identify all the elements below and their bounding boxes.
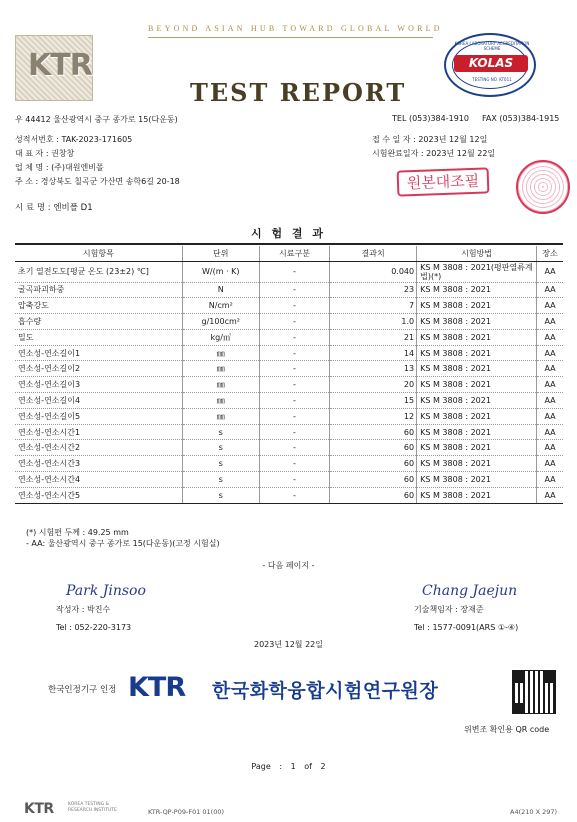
result-value: 21 <box>330 329 417 345</box>
footer-institute-line2: RESEARCH INSTITUTE <box>68 808 117 813</box>
receipt-date-row <box>372 134 487 145</box>
verification-qr-code[interactable] <box>512 670 556 714</box>
results-header-row <box>15 246 563 261</box>
result-method: KS M 3808 : 2021 <box>417 361 537 377</box>
result-value: 23 <box>330 282 417 298</box>
result-row <box>15 345 563 361</box>
issuer-tel: TEL (053)384-1910 <box>392 114 469 123</box>
result-method: KS M 3808 : 2021 <box>417 298 537 314</box>
result-place: AA <box>537 487 563 503</box>
kolas-number: TESTING NO. KT011 <box>472 77 512 82</box>
paper-size: A4(210 X 297) <box>510 808 558 816</box>
result-row <box>15 298 563 314</box>
result-row <box>15 377 563 393</box>
result-method: KS M 3808 : 2021 <box>417 408 537 424</box>
company-value: (주)대원엔비폴 <box>51 163 104 172</box>
report-number-value: TAK-2023-171605 <box>61 135 133 144</box>
result-value: 60 <box>330 472 417 488</box>
result-method: KS M 3808 : 2021 <box>417 345 537 361</box>
result-item: 연소성-연소시간1 <box>15 424 182 440</box>
result-sample-class: - <box>259 314 329 330</box>
col-header-result: 결과치 <box>330 246 417 261</box>
receipt-date-label: 접 수 일 자 : <box>372 135 416 144</box>
result-item: 연소성-연소시간4 <box>15 472 182 488</box>
issuer-address: 우 44412 울산광역시 중구 종가로 15(다운동) <box>15 115 178 124</box>
representative-row <box>15 148 74 159</box>
result-method: KS M 3808 : 2021 <box>417 329 537 345</box>
receipt-date-value: 2023년 12월 12일 <box>418 135 488 144</box>
report-tagline: BEYOND ASIAN HUB TOWARD GLOBAL WORLD <box>148 24 443 33</box>
result-unit: s <box>182 440 259 456</box>
tagline-divider <box>148 37 433 38</box>
result-sample-class: - <box>259 393 329 409</box>
sample-row <box>15 201 93 213</box>
result-item: 연소성-연소길이1 <box>15 345 182 361</box>
result-place: AA <box>537 261 563 282</box>
company-label: 업 체 명 : <box>15 163 49 172</box>
kolas-ring-text: KOREA LABORATORY ACCREDITATION SCHEME <box>454 41 530 51</box>
result-row <box>15 472 563 488</box>
result-value: 7 <box>330 298 417 314</box>
result-item: 굴곡파괴하중 <box>15 282 182 298</box>
result-value: 60 <box>330 487 417 503</box>
result-value: 13 <box>330 361 417 377</box>
institute-name: 한국화학융합시험연구원장 <box>212 680 439 702</box>
result-item: 연소성-연소길이4 <box>15 393 182 409</box>
col-header-unit: 단위 <box>182 246 259 261</box>
writer-name: 작성자 : 박진수 <box>56 605 111 614</box>
company-row <box>15 162 104 173</box>
company-address-label: 주 소 : <box>15 177 39 186</box>
original-verified-stamp: 원본대조필 <box>397 167 490 196</box>
result-value: 20 <box>330 377 417 393</box>
result-method: KS M 3808 : 2021 <box>417 282 537 298</box>
completion-date-row <box>372 148 495 159</box>
col-header-sample-class: 시료구분 <box>259 246 329 261</box>
sample-value: 엔비폴 D1 <box>53 203 93 213</box>
qr-caption: 위변조 확인용 QR code <box>464 725 550 734</box>
result-item: 초기 열전도도[평균 온도 (23±2) ℃] <box>15 261 182 282</box>
result-place: AA <box>537 361 563 377</box>
result-sample-class: - <box>259 377 329 393</box>
note-thickness: (*) 시험편 두께 : 49.25 mm <box>26 528 129 537</box>
result-place: AA <box>537 345 563 361</box>
result-value: 14 <box>330 345 417 361</box>
result-unit: s <box>182 472 259 488</box>
result-place: AA <box>537 456 563 472</box>
sample-label: 시 료 명 : <box>15 203 51 213</box>
result-unit: N <box>182 282 259 298</box>
result-item: 흡수량 <box>15 314 182 330</box>
result-sample-class: - <box>259 456 329 472</box>
result-value: 0.040 <box>330 261 417 282</box>
result-sample-class: - <box>259 472 329 488</box>
result-method: KS M 3808 : 2021 <box>417 440 537 456</box>
result-unit: g/100cm² <box>182 314 259 330</box>
result-method: KS M 3808 : 2021 <box>417 487 537 503</box>
result-unit: ㎜ <box>182 345 259 361</box>
result-row <box>15 487 563 503</box>
issue-date: 2023년 12월 22일 <box>254 640 323 649</box>
result-method: KS M 3808 : 2021 <box>417 377 537 393</box>
result-value: 1.0 <box>330 314 417 330</box>
col-header-item: 시험항목 <box>15 246 182 261</box>
result-sample-class: - <box>259 261 329 282</box>
result-method: KS M 3808 : 2021 <box>417 314 537 330</box>
result-sample-class: - <box>259 345 329 361</box>
kolas-label: KOLAS <box>454 55 528 72</box>
report-title: TEST REPORT <box>190 78 407 107</box>
manager-tel: Tel : 1577-0091(ARS ①-④) <box>414 623 519 632</box>
result-place: AA <box>537 472 563 488</box>
result-place: AA <box>537 424 563 440</box>
manager-signature: Chang Jaejun <box>422 583 518 599</box>
result-sample-class: - <box>259 329 329 345</box>
form-code: KTR-QP-P09-F01 01(00) <box>148 808 225 816</box>
result-item: 연소성-연소길이3 <box>15 377 182 393</box>
result-unit: s <box>182 456 259 472</box>
result-row <box>15 261 563 282</box>
report-number-row <box>15 134 132 145</box>
page-indicator <box>0 762 577 771</box>
results-table <box>15 246 563 504</box>
result-value: 12 <box>330 408 417 424</box>
results-title: 시 험 결 과 <box>251 227 326 240</box>
result-unit: ㎜ <box>182 377 259 393</box>
company-address-row <box>15 176 180 187</box>
report-number-label: 성적서번호 : <box>15 135 59 144</box>
result-unit: ㎜ <box>182 408 259 424</box>
official-seal <box>516 160 570 214</box>
result-method: KS M 3808 : 2021 <box>417 424 537 440</box>
result-sample-class: - <box>259 298 329 314</box>
result-row <box>15 456 563 472</box>
result-place: AA <box>537 314 563 330</box>
result-row <box>15 440 563 456</box>
result-row <box>15 393 563 409</box>
company-address-value: 경상북도 칠곡군 가산면 송학6길 20-18 <box>40 177 180 186</box>
accreditation-label: 한국인정기구 인정 <box>48 685 117 695</box>
footer-logo: KTR <box>24 801 54 817</box>
result-place: AA <box>537 440 563 456</box>
result-value: 60 <box>330 456 417 472</box>
result-row <box>15 314 563 330</box>
result-sample-class: - <box>259 487 329 503</box>
result-place: AA <box>537 282 563 298</box>
result-value: 60 <box>330 424 417 440</box>
result-row <box>15 282 563 298</box>
result-place: AA <box>537 408 563 424</box>
page-total: 2 <box>320 762 326 771</box>
ktr-institute-logo: KTR <box>128 672 186 703</box>
result-unit: ㎜ <box>182 393 259 409</box>
result-item: 연소성-연소시간3 <box>15 456 182 472</box>
result-item: 연소성-연소길이5 <box>15 408 182 424</box>
col-header-method: 시험방법 <box>417 246 537 261</box>
next-page-marker: - 다음 페이지 - <box>262 561 315 570</box>
result-item: 압축강도 <box>15 298 182 314</box>
result-item: 연소성-연소시간2 <box>15 440 182 456</box>
representative-value: 권창창 <box>51 149 75 158</box>
result-place: AA <box>537 329 563 345</box>
note-location: - AA: 울산광역시 중구 종가로 15(다운동)(고정 시험실) <box>26 539 220 548</box>
result-sample-class: - <box>259 440 329 456</box>
result-unit: kg/㎥ <box>182 329 259 345</box>
result-row <box>15 408 563 424</box>
result-item: 밀도 <box>15 329 182 345</box>
result-unit: W/(m · K) <box>182 261 259 282</box>
result-sample-class: - <box>259 282 329 298</box>
result-value: 60 <box>330 440 417 456</box>
page-of: of <box>304 762 312 771</box>
completion-date-value: 2023년 12월 22일 <box>426 149 496 158</box>
page-current: 1 <box>290 762 296 771</box>
result-unit: N/cm² <box>182 298 259 314</box>
result-row <box>15 329 563 345</box>
completion-date-label: 시험완료일자 : <box>372 149 424 158</box>
result-method: KS M 3808 : 2021 <box>417 393 537 409</box>
result-sample-class: - <box>259 424 329 440</box>
ktr-logo <box>15 35 93 101</box>
writer-signature: Park Jinsoo <box>66 583 146 599</box>
ktr-logo-text: KTR <box>28 48 92 83</box>
result-sample-class: - <box>259 408 329 424</box>
result-item: 연소성-연소길이2 <box>15 361 182 377</box>
result-item: 연소성-연소시간5 <box>15 487 182 503</box>
result-method: KS M 3808 : 2021 <box>417 472 537 488</box>
result-method: KS M 3808 : 2021(평판열류계법)(*) <box>417 261 537 282</box>
col-header-place: 장소 <box>537 246 563 261</box>
footer-institute-line1: KOREA TESTING & <box>68 802 110 807</box>
page-label: Page : <box>251 762 283 771</box>
result-unit: s <box>182 424 259 440</box>
results-top-rule <box>15 243 563 245</box>
result-place: AA <box>537 298 563 314</box>
result-place: AA <box>537 393 563 409</box>
representative-label: 대 표 자 : <box>15 149 49 158</box>
manager-name: 기술책임자 : 장재준 <box>414 605 484 614</box>
result-method: KS M 3808 : 2021 <box>417 456 537 472</box>
kolas-accreditation-badge <box>444 33 536 97</box>
writer-tel: Tel : 052-220-3173 <box>56 623 132 632</box>
result-row <box>15 424 563 440</box>
result-row <box>15 361 563 377</box>
result-sample-class: - <box>259 361 329 377</box>
result-value: 15 <box>330 393 417 409</box>
result-unit: ㎜ <box>182 361 259 377</box>
result-unit: s <box>182 487 259 503</box>
footer-institute <box>68 802 117 814</box>
issuer-fax: FAX (053)384-1915 <box>482 114 560 123</box>
result-place: AA <box>537 377 563 393</box>
